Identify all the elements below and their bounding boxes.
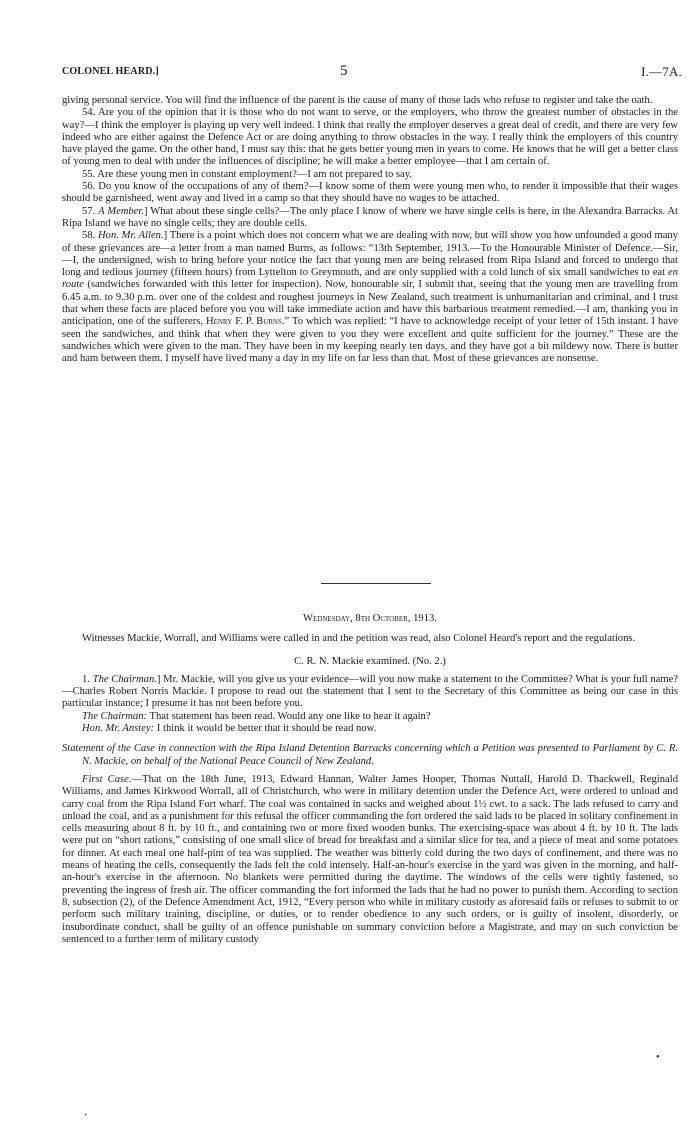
paragraph-text: ] Mr. Mackie, will you give us your evidence—will you now make a statement to the Committee? What is your full name?—Charles Robert Norris Mackie. I propose to read out the statement that I sent to the Secretary of this Committee as being our case in this particular instance; I presume it has not been before you.	[62, 673, 678, 710]
stray-mark: ·	[84, 1110, 88, 1121]
margin-mark: •	[656, 1052, 660, 1063]
question-1	[62, 674, 678, 711]
examined-heading: C. R. N. Mackie examined. (No. 2.)	[294, 655, 446, 667]
paragraph-54: 54. Are you of the opinion that it is those who do not want to serve, or the employers, who throw the greatest number of obstacles in the way?—I think the employer is playing up very well indeed. I think that really the employer deserves a great deal of credit, and there are very few indeed who are either against the Defence Act or are doing anything to throw obstacles in the way. I really think the employers of this country have played the game. On the other hand, I must say this: that he gets better young men in years to come. He knows that he will get a better class of young men to deal with under the influences of discipline; he will make a better employee—that I am certain of.	[62, 107, 678, 168]
paragraph-text: (sandwiches forwarded with this letter for inspection). Now, honourable sir, I submit that, seeing that the young men are travelling from 6.45 a.m. to 9.30 p.m. over one of the coldest and roughest journeys in New Zealand, such treatment is unhumanitarian and criminal, and I trust that when these facts are placed before you you will take immediate action and have this barbarious treatment remedied.—I am, thanking you in anticipation, one of the sufferers,	[62, 279, 678, 328]
first-case-paragraph	[62, 774, 678, 946]
paragraph-text: That statement has been read. Would any one like to hear it again?	[147, 710, 431, 722]
paragraph-56: 56. Do you know of the occupations of any of them?—I know some of them were young men who, to render it impossible that their wages should be garnisheed, went away and lived in a camp so that they should have no wages to be attached.	[62, 181, 678, 205]
paragraph-58	[62, 230, 678, 365]
case-label: First Case.	[82, 773, 132, 785]
paragraph-55: 55. Are these young men in constant employment?—I am not prepared to say.	[82, 168, 412, 180]
signature-name: Henry F. P. Burns.	[205, 316, 285, 328]
paragraph-text: ] There is a point which does not concern what we are dealing with now, but will show you how unfounded a good many of these grievances are—a letter from a man named Burns, as follows: “13th September, 1913.—To the Honourable Minister of Defence.—Sir,—I, the undersigned, wish to bring before your notice the fact that young men are being released from Ripa Island and forced to undergo that long and tedious journey (fifteen hours) from Lyttelton to Greymouth, and are only supplied with a cold lunch of six small sandwiches to eat	[62, 230, 678, 279]
section-divider	[321, 583, 431, 584]
paragraph-text: I think it would be better that it should be read now.	[154, 723, 377, 735]
speaker-label: Hon. Mr. Anstey:	[82, 723, 155, 735]
witnesses-paragraph: Witnesses Mackie, Worrall, and Williams were called in and the petition was read, also Colonel Heard's report and the regulations.	[82, 633, 636, 645]
question-number: 1.	[82, 673, 90, 685]
speaker-label: Hon. Mr. Allen.	[98, 230, 164, 242]
statement-title-text: Statement of the Case in connection with the Ripa Island Detention Barracks concerning which a Petition was presented to Parliament by C. R. N. Mackie, on behalf of the National Peace Council of New Zealand.	[62, 743, 678, 767]
paragraph-continuation: giving personal service. You will find the influence of the parent is the cause of many of those lads who refuse to register and take the oath.	[62, 95, 653, 106]
page-header	[62, 63, 682, 82]
chairman-remark	[62, 711, 678, 723]
section-one	[62, 95, 678, 366]
date-heading: Wednesday, 8th October, 1913.	[303, 613, 437, 624]
page-number: 5	[340, 63, 348, 79]
question-number: 57.	[82, 205, 96, 217]
speaker-label: The Chairman.	[92, 673, 157, 685]
speaker-label: A Member.	[98, 205, 145, 217]
anstey-remark	[62, 723, 678, 735]
paragraph-text: —That on the 18th June, 1913, Edward Hannan, Walter James Hooper, Thomas Nuttall, Harold D. Thackwell, Reginald Williams, and James Kirkwood Worrall, all of Christchurch, who were in military detention under the Defence Act, were ordered to unload and carry coal from the Ripa Island Fort wharf. The coal was contained in sacks and weighed about 1½ cwt. to a sack. The lads refused to carry and unload the coal, and as a punishment for this refusal the officer commanding the fort ordered the said lads to be placed in solitary confinement in cells measuring about 8 ft. by 10 ft., and containing two or more fixed wooden bunks. The exercising-space was about 4 ft. by 10 ft. The lads were put on “short rations,” consisting of one small slice of bread for breakfast and a similar slice for tea, and a piece of meat and some potatoes for dinner. At each meal one half-pint of tea was supplied. The weather was bitterly cold during the two days of confinement, and there was no means of heating the cells, consequently the lads felt the cold intensely. Half-an-hour's exercise in the yard was given in the morning, and half-an-hour's exercise in the afternoon. No blankets were permitted during the daytime. The windows of the cells were tightly fastened, so preventing the ingress of fresh air. The officer commanding the fort informed the lads that he had no power to punish them. According to section 8, subsection (2), of the Defence Amendment Act, 1912, “Every person who while in military custody as aforesaid fails or refuses to submit to or perform such military training, discipline, or duties, or to render obedience to any such orders, or is guilty of insolent, disorderly, or insubordinate conduct, shall be guilty of an offence punishable on summary conviction before a Magistrate, and may on such conviction be sentenced to a further term of military custody	[62, 773, 678, 945]
section-two	[62, 613, 678, 946]
header-left-label: COLONEL HEARD.]	[62, 66, 159, 77]
italic-phrase: en route	[62, 267, 678, 291]
statement-title	[62, 743, 678, 768]
question-number: 58.	[82, 230, 96, 242]
document-reference: I.—7A.	[641, 64, 682, 79]
paragraph-text: ] What about these single cells?—The only place I know of where we have single cells is here, in the Alexandra Barracks. At Ripa Island we have no single cells; they are double cells.	[62, 205, 678, 229]
paragraph-57	[62, 206, 678, 231]
paragraph-text: ” To which was replied: “I have to acknowledge receipt of your letter of 15th instant. I have seen the sandwiches, and think that when they were given to you they were excellent and quite sufficient for the journey.” These are the sandwiches which were given to the man. They have been in my keeping nearly ten days, and they have got a bit mildewy now. There is butter and ham between them. I myself have lived many a day in my life on far less than that. Most of these grievances are nonsense.	[62, 316, 678, 365]
speaker-label: The Chairman:	[82, 710, 148, 722]
